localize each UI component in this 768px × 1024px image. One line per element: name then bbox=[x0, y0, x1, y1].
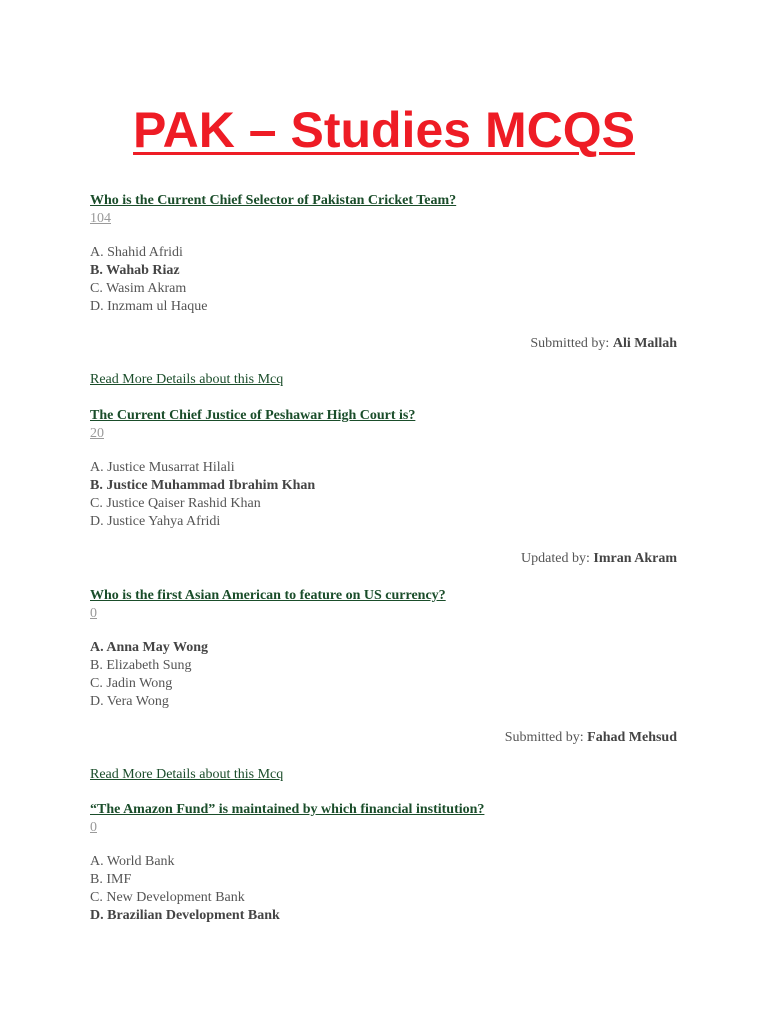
options-list bbox=[90, 853, 690, 925]
submitted-by bbox=[505, 729, 677, 747]
option: A. Justice Musarrat Hilali bbox=[90, 460, 235, 475]
credit-label: Updated by: bbox=[521, 551, 590, 566]
mcq-item bbox=[90, 587, 690, 711]
options-list bbox=[90, 244, 690, 316]
credit-label: Submitted by: bbox=[504, 730, 584, 745]
updated-by bbox=[521, 550, 677, 568]
view-count[interactable]: 104 bbox=[90, 211, 111, 226]
option: A. World Bank bbox=[90, 854, 175, 869]
view-count[interactable]: 0 bbox=[90, 820, 97, 835]
option: D. Inzmam ul Haque bbox=[90, 299, 208, 314]
option: A. Shahid Afridi bbox=[90, 245, 183, 260]
question-link[interactable]: The Current Chief Justice of Peshawar High Court is? bbox=[90, 408, 416, 423]
view-count[interactable]: 20 bbox=[90, 426, 104, 441]
submitted-by bbox=[530, 335, 677, 353]
option: B. Elizabeth Sung bbox=[90, 658, 192, 673]
question-link[interactable]: Who is the first Asian American to feature on US currency? bbox=[90, 588, 446, 603]
option: C. Jadin Wong bbox=[90, 676, 173, 691]
credit-name: Fahad Mehsud bbox=[587, 730, 677, 745]
option: C. New Development Bank bbox=[90, 890, 245, 905]
option: C. Wasim Akram bbox=[90, 281, 187, 296]
read-more-link[interactable]: Read More Details about this Mcq bbox=[90, 372, 284, 387]
mcq-item bbox=[90, 801, 690, 925]
options-list bbox=[90, 639, 690, 711]
option-correct: B. Justice Muhammad Ibrahim Khan bbox=[90, 478, 316, 493]
option: D. Vera Wong bbox=[90, 694, 169, 709]
page-title: PAK – Studies MCQS bbox=[133, 102, 635, 158]
mcq-item bbox=[90, 192, 690, 316]
question-link[interactable]: Who is the Current Chief Selector of Pakistan Cricket Team? bbox=[90, 193, 457, 208]
option-correct: B. Wahab Riaz bbox=[90, 263, 180, 278]
credit-name: Ali Mallah bbox=[612, 336, 677, 351]
option-correct: D. Brazilian Development Bank bbox=[90, 908, 280, 923]
read-more-link[interactable]: Read More Details about this Mcq bbox=[90, 767, 284, 782]
option: C. Justice Qaiser Rashid Khan bbox=[90, 496, 261, 511]
view-count[interactable]: 0 bbox=[90, 606, 97, 621]
mcq-item bbox=[90, 407, 690, 531]
option: D. Justice Yahya Afridi bbox=[90, 514, 221, 529]
credit-name: Imran Akram bbox=[593, 551, 677, 566]
option-correct: A. Anna May Wong bbox=[90, 640, 208, 655]
option: B. IMF bbox=[90, 872, 132, 887]
credit-label: Submitted by: bbox=[530, 336, 610, 351]
question-link[interactable]: “The Amazon Fund” is maintained by which financial institution? bbox=[90, 802, 485, 817]
options-list bbox=[90, 459, 690, 531]
